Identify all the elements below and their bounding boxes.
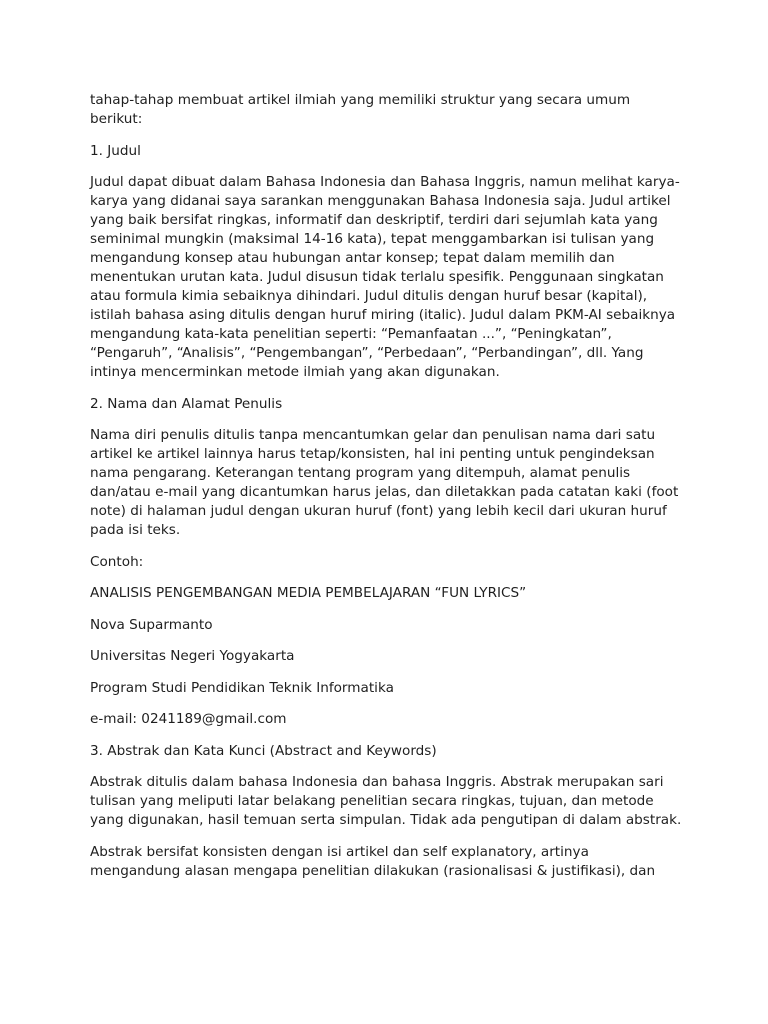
abstrak-paragraph-1: Abstrak ditulis dalam bahasa Indonesia dan bahasa Inggris. Abstrak merupakan sari tulisan yang meliputi latar belakang penelitian secara ringkas, tujuan, dan metode yang digunakan, hasil temuan serta simpulan. Tidak ada pengutipan di dalam abstrak. — [90, 774, 682, 828]
document-body — [90, 91, 682, 893]
intro-paragraph: tahap-tahap membuat artikel ilmiah yang memiliki struktur yang secara umum berikut: — [90, 92, 631, 127]
judul-paragraph: Judul dapat dibuat dalam Bahasa Indonesia dan Bahasa Inggris, namun melihat karya-karya yang didanai saya sarankan menggunakan Bahasa Indonesia saja. Judul artikel yang baik bersifat ringkas, informatif dan deskriptif, terdiri dari sejumlah kata yang seminimal mungkin (maksimal 14-16 kata), tepat menggambarkan isi tulisan yang mengandung konsep atau hubungan antar konsep; tepat dalam memilih dan menentukan urutan kata. Judul disusun tidak terlalu spesifik. Penggunaan singkatan atau formula kimia sebaiknya dihindari. Judul ditulis dengan huruf besar (kapital), istilah bahasa asing ditulis dengan huruf miring (italic). Judul dalam PKM-AI sebaiknya mengandung kata-kata penelitian seperti: “Pemanfaatan ...”, “Peningkatan”, “Pengaruh”, “Analisis”, “Pengembangan”, “Perbedaan”, “Perbandingan”, dll. Yang intinya mencerminkan metode ilmiah yang akan digunakan. — [90, 174, 680, 380]
example-university: Universitas Negeri Yogyakarta — [90, 648, 295, 664]
example-email: e-mail: 0241189@gmail.com — [90, 711, 287, 727]
section-heading-judul: 1. Judul — [90, 142, 141, 159]
example-program: Program Studi Pendidikan Teknik Informatika — [90, 679, 394, 696]
section-heading-nama-alamat: 2. Nama dan Alamat Penulis — [90, 395, 283, 412]
nama-alamat-paragraph: Nama diri penulis ditulis tanpa mencantumkan gelar dan penulisan nama dari satu artikel ke artikel lainnya harus tetap/konsisten, hal ini penting untuk pengindeksan nama pengarang. Keterangan tentang program yang ditempuh, alamat penulis dan/atau e-mail yang dicantumkan harus jelas, dan diletakkan pada catatan kaki (foot note) di halaman judul dengan ukuran huruf (font) yang lebih kecil dari ukuran huruf pada isi teks. — [90, 427, 679, 538]
example-label: Contoh: — [90, 553, 144, 570]
abstrak-paragraph-2: Abstrak bersifat konsisten dengan isi artikel dan self explanatory, artinya mengandung alasan mengapa penelitian dilakukan (rasionalisasi & justifikasi), dan — [90, 843, 656, 879]
example-author: Nova Suparmanto — [90, 616, 213, 633]
section-heading-abstrak: 3. Abstrak dan Kata Kunci (Abstract and Keywords) — [90, 742, 437, 759]
example-title: ANALISIS PENGEMBANGAN MEDIA PEMBELAJARAN “FUN LYRICS” — [90, 585, 527, 601]
